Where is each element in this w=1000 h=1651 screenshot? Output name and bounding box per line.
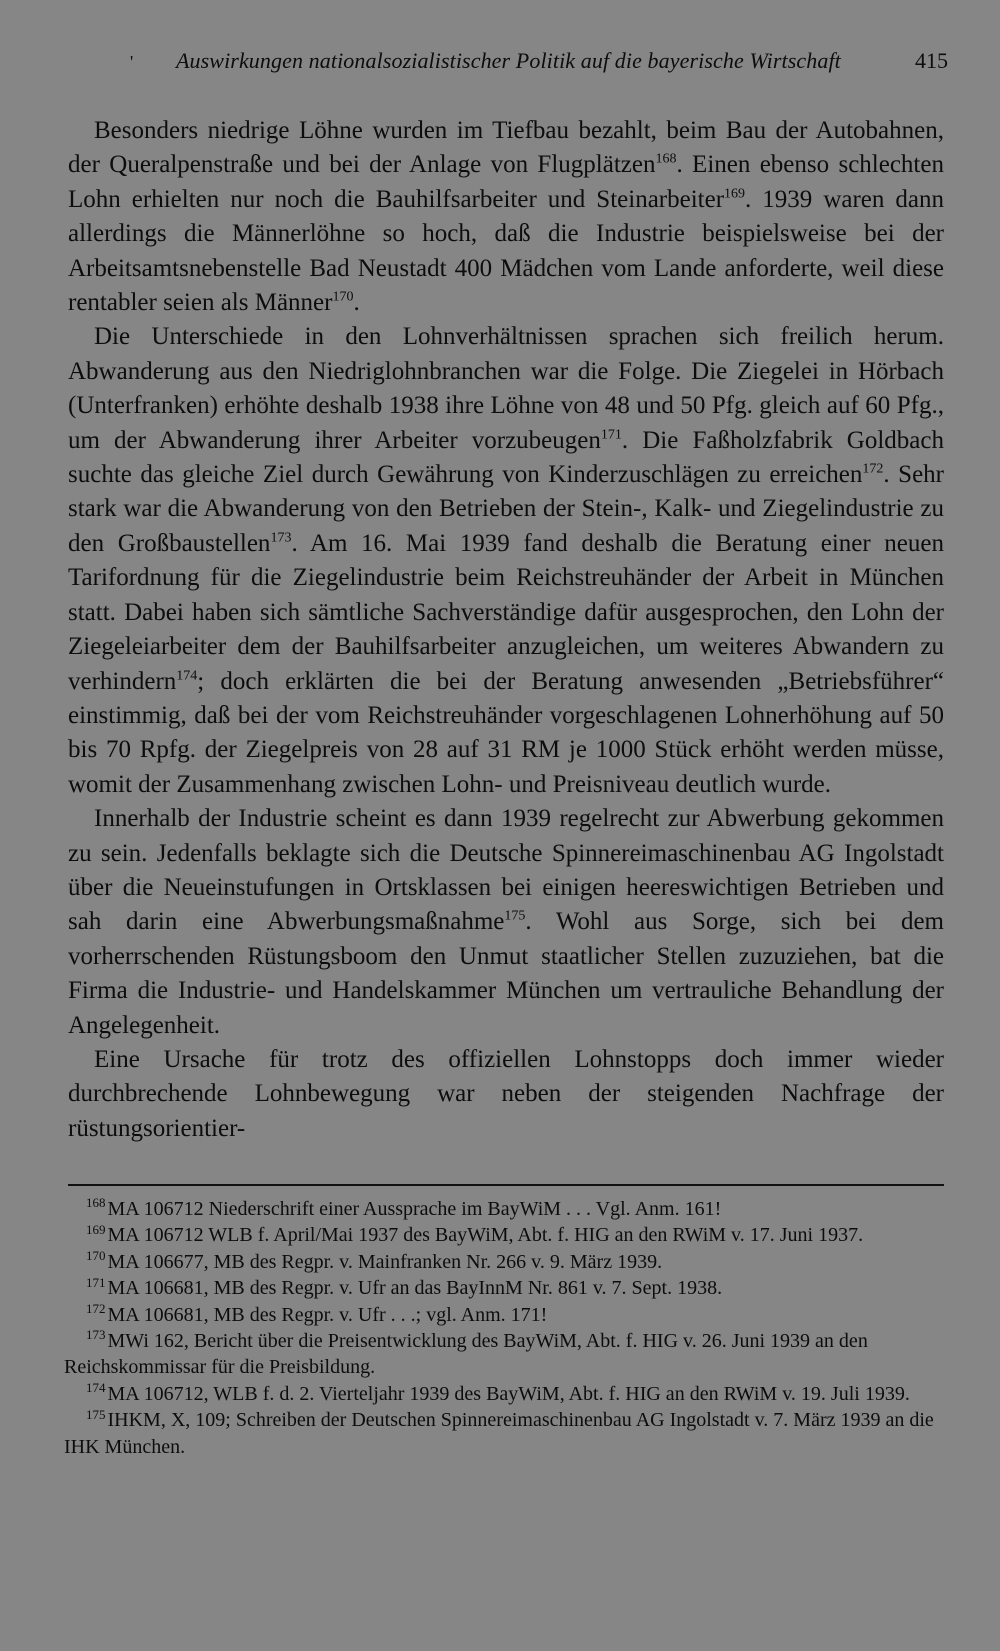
footnote-text: IHKM, X, 109; Schreiben der Deutschen Spinnereimaschinenbau AG Ingolstadt v. 7. März 1939 an die IHK München. [64,1409,934,1458]
footnote-number: 173 [86,1327,106,1343]
footnote-text: MA 106677, MB des Regpr. v. Mainfranken Nr. 266 v. 9. März 1939. [107,1250,663,1273]
footnote-number: 169 [86,1221,106,1237]
page-header [68,48,948,82]
running-head: Auswirkungen nationalsozialistischer Politik auf die bayerische Wirtschaft [176,48,841,73]
page-number: 415 [915,48,948,73]
header-mark: ' [130,52,134,72]
paragraph-text: . Wohl aus Sorge, sich bei dem vorherrschenden Rüstungsboom den Unmut staatlicher Stellen zuzuziehen, bat die Firma die Industrie- und Handelskammer München um vertrauliche Behandlung der Angelegenheit. [68,908,944,1039]
footnote-text: MA 106712, WLB f. d. 2. Vierteljahr 1939 des BayWiM, Abt. f. HIG an den RWiM v. 19. Juli 1939. [107,1382,910,1405]
paragraph-text: . [353,289,360,317]
paragraph [68,802,944,1043]
footnote-reference[interactable]: 173 [270,530,292,546]
paragraph-text: Eine Ursache für trotz des offiziellen Lohnstopps doch immer wieder durchbrechende Lohnbewegung war neben der steigenden Nachfrage der rüstungsorientier- [68,1045,944,1142]
footnote-number: 168 [86,1195,106,1211]
footnote-reference[interactable]: 170 [332,289,354,305]
footnote-number: 171 [86,1274,106,1290]
footnote [64,1328,944,1381]
footnote-reference[interactable]: 169 [724,186,746,202]
paragraph-text: Die Unterschiede in den Lohnverhältnissen sprachen sich freilich herum. Abwanderung aus den Niedriglohnbranchen war die Folge. Die Ziegelei in Hörbach (Unterfranken) erhöhte deshalb 1938 ihre Löhne von 48 und 50 Pfg. gleich auf 60 Pfg., um der Abwanderung ihrer Arbeiter vorzubeugen [68,323,944,454]
paragraph-text: ; doch erklärten die bei der Beratung anwesenden „Betriebsführer“ einstimmig, daß bei der vom Reichstreuhänder vorgeschlagenen Lohnerhöhung auf 50 bis 70 Rpfg. der Ziegelpreis von 28 auf 31 RM je 1000 Stück erhöht werden müsse, womit der Zusammenhang zwischen Lohn- und Preisniveau deutlich wurde. [68,667,944,798]
footnote-reference[interactable]: 171 [600,427,622,443]
footnote-text: MWi 162, Bericht über die Preisentwicklung des BayWiM, Abt. f. HIG v. 26. Juni 1939 an den Reichskommissar für die Preisbildung. [64,1330,868,1379]
paragraph [68,114,944,320]
footnote [64,1249,944,1275]
footnote [64,1196,944,1222]
paragraph [68,1043,944,1146]
footnote [64,1407,944,1460]
footnote-text: MA 106712 WLB f. April/Mai 1937 des BayWiM, Abt. f. HIG an den RWiM v. 17. Juni 1937. [107,1224,864,1247]
footnote-text: MA 106681, MB des Regpr. v. Ufr an das BayInnM Nr. 861 v. 7. Sept. 1938. [107,1277,723,1300]
footnote-number: 174 [86,1380,106,1396]
footnote [64,1275,944,1301]
paragraph-text: . Sehr stark war die Abwanderung von den Betrieben der Stein-, Kalk- und Ziegelindustrie zu den Großbaustellen [68,461,944,557]
footnote [64,1381,944,1407]
paragraph-text: . Die Faßholzfabrik Goldbach suchte das gleiche Ziel durch Gewährung von Kinderzuschlägen zu erreichen [68,426,944,489]
paragraph-text: . 1939 waren dann allerdings die Männerlöhne so hoch, daß die Industrie beispielsweise bei der Arbeitsamtsnebenstelle Bad Neustadt 400 Mädchen vom Lande anforderte, weil diese rentabler seien als Männer [68,185,944,317]
footnote-reference[interactable]: 168 [655,152,677,168]
paragraph [68,320,944,802]
footnote-number: 175 [86,1406,106,1422]
footnote-text: MA 106681, MB des Regpr. v. Ufr . . .; vgl. Anm. 171! [107,1303,548,1326]
footnote-reference[interactable]: 174 [176,668,198,684]
footnotes [64,1196,944,1460]
footnote-reference[interactable]: 172 [862,461,884,477]
footnote-reference[interactable]: 175 [504,909,526,925]
footnote-separator [68,1184,944,1186]
paragraph-text: Besonders niedrige Löhne wurden im Tiefbau bezahlt, beim Bau der Autobahnen, der Queralpenstraße und bei der Anlage von Flugplätzen [68,117,944,179]
footnote [64,1222,944,1248]
footnote [64,1302,944,1328]
main-text [68,114,944,1146]
paragraph-text: . Am 16. Mai 1939 fand deshalb die Beratung einer neuen Tarifordnung für die Ziegelindustrie beim Reichstreuhänder der Arbeit in München statt. Dabei haben sich sämtliche Sachverständige dafür ausgesprochen, den Lohn der Ziegeleiarbeiter dem der Bauhilfsarbeiter anzugleichen, um weiteres Abwandern zu verhindern [68,529,944,695]
footnote-number: 170 [86,1248,106,1264]
footnote-text: MA 106712 Niederschrift einer Aussprache im BayWiM . . . Vgl. Anm. 161! [107,1198,722,1220]
paragraph-text: . Einen ebenso schlechten Lohn erhielten nur noch die Bauhilfsarbeiter und Steinarbeiter [68,151,944,213]
footnote-number: 172 [86,1300,106,1316]
paragraph-text: Innerhalb der Industrie scheint es dann 1939 regelrecht zur Abwerbung gekommen zu sein. Jedenfalls beklagte sich die Deutsche Spinnereimaschinenbau AG Ingolstadt über die Neueinstufungen in Ortsklassen bei einigen heereswichtigen Betrieben und sah darin eine Abwerbungsmaßnahme [68,805,944,936]
